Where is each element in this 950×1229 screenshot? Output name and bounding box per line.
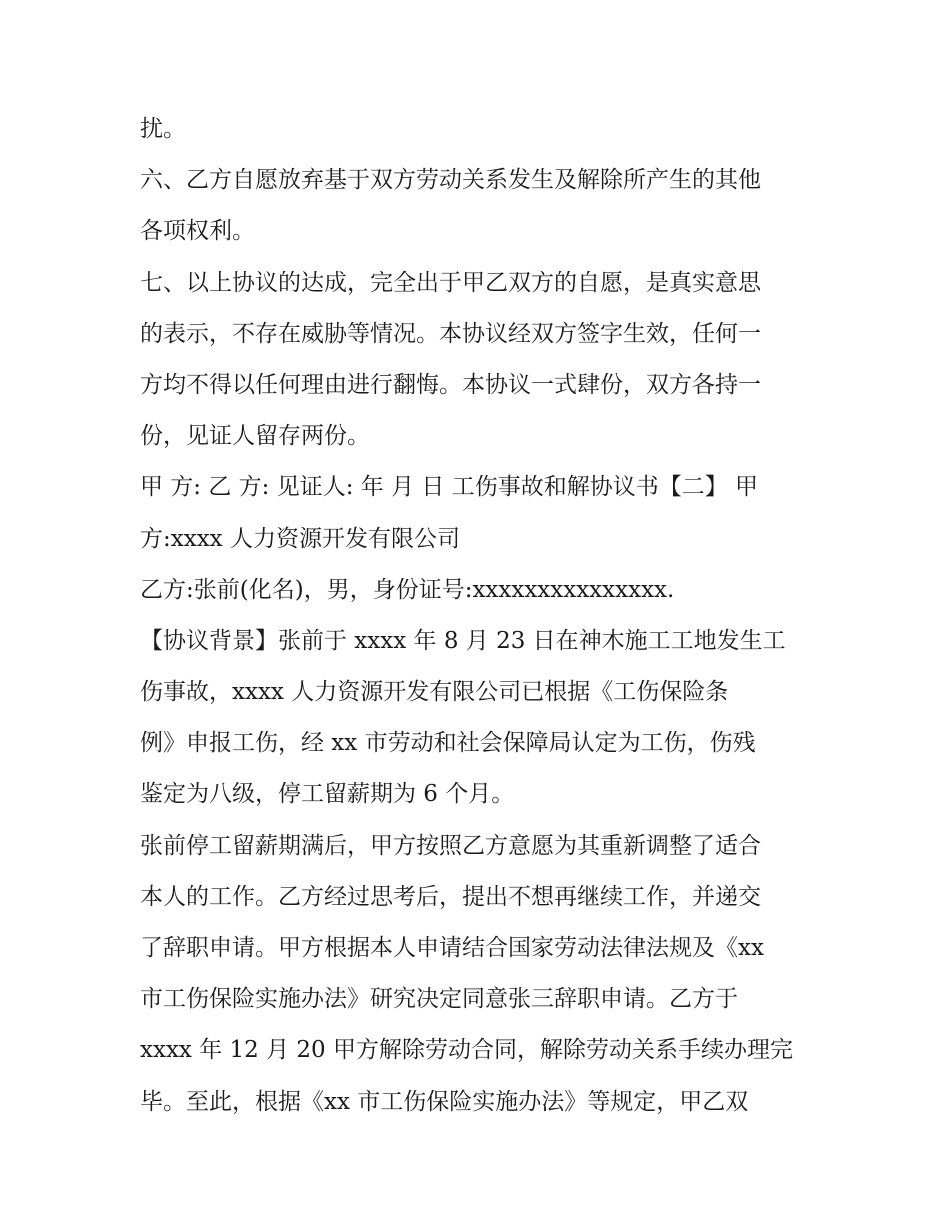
text-line: 张前停工留薪期满后，甲方按照乙方意愿为其重新调整了适合 bbox=[140, 832, 761, 859]
text-line: 乙方:张前(化名)，男，身份证号:xxxxxxxxxxxxxxx. bbox=[140, 576, 675, 603]
text-line: 份，见证人留存两份。 bbox=[140, 423, 370, 450]
text-line: 市工伤保险实施办法》研究决定同意张三辞职申请。乙方于 bbox=[140, 986, 738, 1013]
text-line: 方均不得以任何理由进行翻悔。本协议一式肆份，双方各持一 bbox=[140, 371, 761, 398]
text-line: 方:xxxx 人力资源开发有限公司 bbox=[140, 525, 460, 552]
text-line: 六、乙方自愿放弃基于双方劳动关系发生及解除所产生的其他 bbox=[140, 167, 761, 194]
text-line: 扰。 bbox=[140, 116, 186, 142]
text-line: 了辞职申请。甲方根据本人申请结合国家劳动法律法规及《xx bbox=[140, 935, 764, 961]
text-line: 鉴定为八级，停工留薪期为 6 个月。 bbox=[140, 781, 515, 808]
text-line: 七、以上协议的达成，完全出于甲乙双方的自愿，是真实意思 bbox=[140, 269, 761, 296]
text-line: xxxx 年 12 月 20 甲方解除劳动合同，解除劳动关系手续办理完 bbox=[140, 1037, 793, 1064]
text-line: 本人的工作。乙方经过思考后，提出不想再继续工作，并递交 bbox=[140, 883, 761, 910]
text-line: 毕。至此，根据《xx 市工伤保险实施办法》等规定，甲乙双 bbox=[140, 1088, 749, 1115]
text-line: 例》申报工伤，经 xx 市劳动和社会保障局认定为工伤，伤残 bbox=[140, 730, 756, 757]
text-line: 各项权利。 bbox=[140, 218, 255, 245]
text-line: 伤事故，xxxx 人力资源开发有限公司已根据《工伤保险条 bbox=[140, 679, 729, 706]
text-line: 【协议背景】张前于 xxxx 年 8 月 23 日在神木施工工地发生工 bbox=[140, 627, 786, 654]
text-line: 的表示，不存在威胁等情况。本协议经双方签字生效，任何一 bbox=[140, 320, 761, 347]
document-body bbox=[140, 104, 820, 1128]
text-line: 甲 方: 乙 方: 见证人: 年 月 日 工伤事故和解协议书【二】 甲 bbox=[140, 474, 759, 501]
